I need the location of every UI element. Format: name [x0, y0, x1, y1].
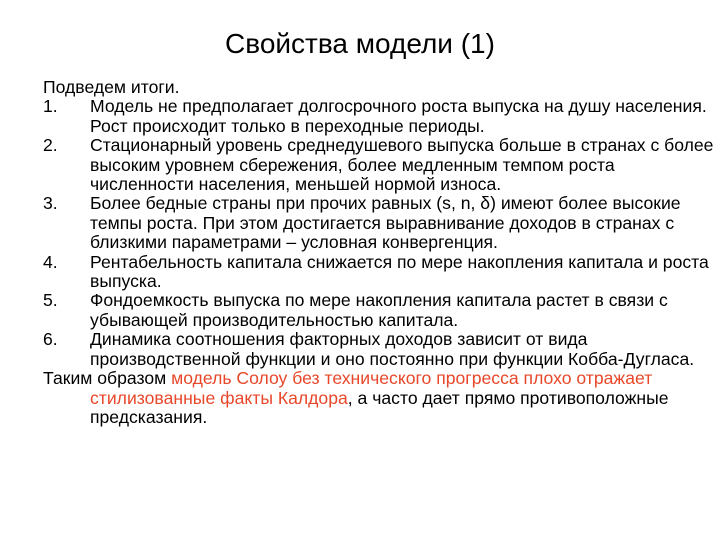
slide-title: Свойства модели (1)	[225, 28, 495, 59]
list-item	[43, 136, 717, 194]
list-item-number: 5.	[43, 290, 58, 311]
list-item-number: 2.	[43, 135, 58, 156]
list-item-text: Динамика соотношения факторных доходов зависит от вида производственной функции и оно постоянно при функции Кобба-Дугласа.	[90, 329, 695, 369]
list-item-text: Более бедные страны при прочих равных (s, n, δ) имеют более высокие темпы роста. При этом достигается выравнивание доходов в странах с близкими параметрами – условная конвергенция.	[90, 193, 681, 253]
conclusion-highlight: модель Солоу без технического прогресса плохо отражает стилизованные факты Калдора	[90, 368, 653, 408]
conclusion-paragraph	[43, 369, 717, 427]
list-item	[43, 291, 717, 330]
list-item-text: Стационарный уровень среднедушевого выпуска больше в странах с более высоким уровнем сбережения, более медленным темпом роста численности населения, меньшей нормой износа.	[90, 135, 714, 195]
list-item	[43, 330, 717, 369]
slide-body	[43, 78, 717, 427]
list-item-number: 6.	[43, 329, 58, 350]
summary-intro: Подведем итоги.	[43, 77, 180, 97]
list-item-number: 3.	[43, 193, 58, 214]
list-item-text: Модель не предполагает долгосрочного роста выпуска на душу населения. Рост происходит только в переходные периоды.	[90, 96, 707, 136]
list-item-number: 4.	[43, 251, 58, 272]
list-item	[43, 253, 717, 292]
conclusion-lead: Таким образом	[43, 368, 172, 389]
list-item	[43, 97, 717, 136]
list-item-number: 1.	[43, 96, 58, 117]
conclusion-tail: , а часто дает прямо противоположные предсказания.	[90, 387, 669, 427]
list-item-text: Фондоемкость выпуска по мере накопления капитала растет в связи с убывающей производительностью капитала.	[90, 290, 668, 330]
list-item-text: Рентабельность капитала снижается по мере накопления капитала и роста выпуска.	[90, 251, 709, 292]
list-item	[43, 194, 717, 252]
